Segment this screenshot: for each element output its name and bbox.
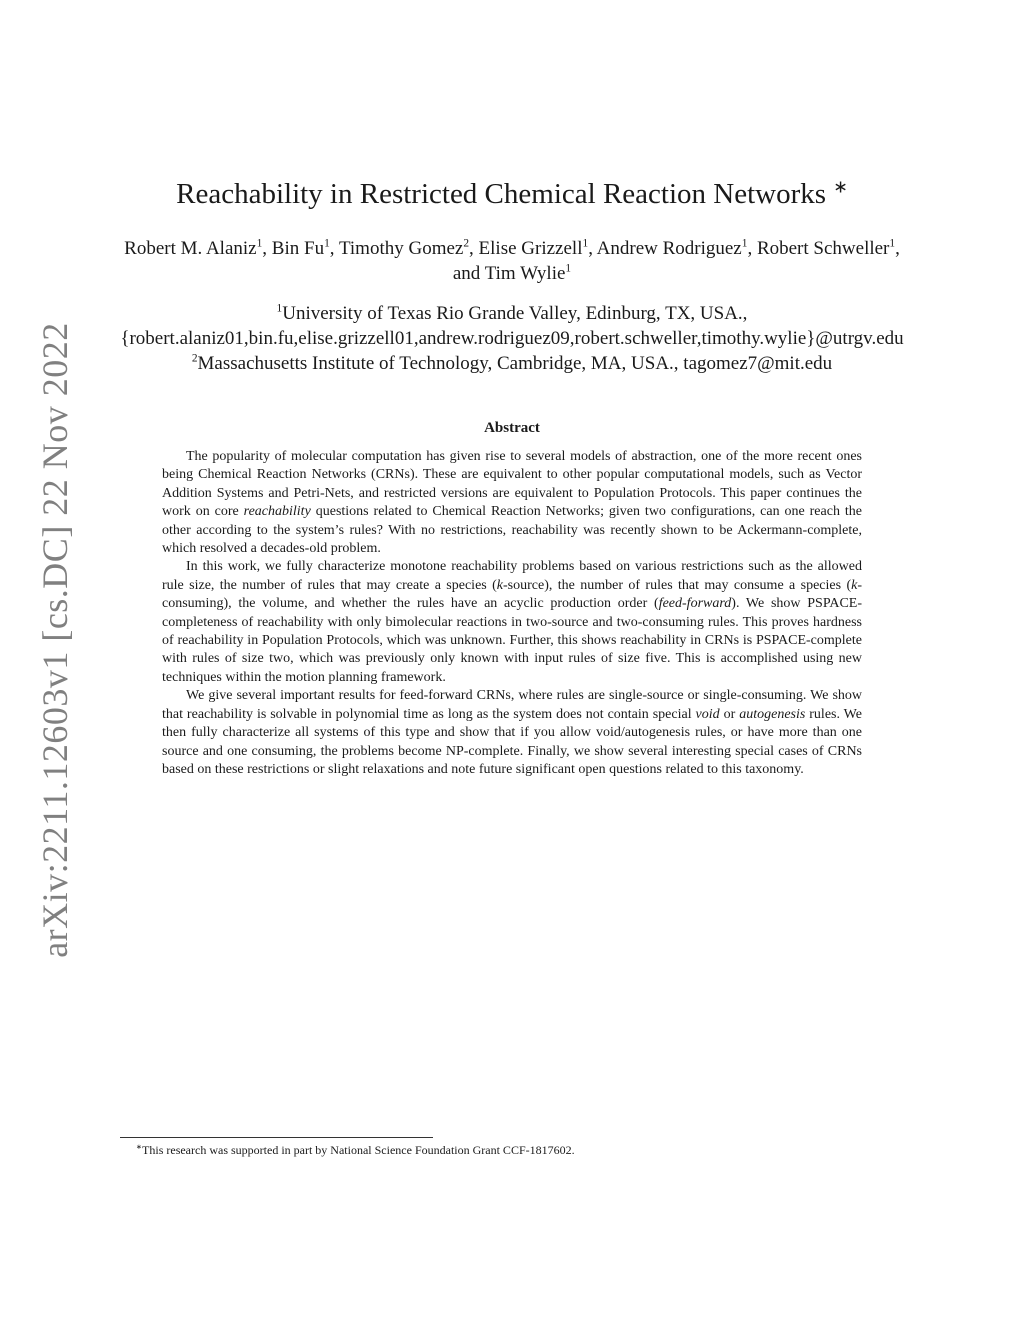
- abstract-text: -consuming), the volume, and whether the rules have an acyclic production order (: [162, 577, 862, 612]
- author-affiliation-marker: 1: [324, 237, 330, 250]
- abstract-emphasis: void: [695, 706, 720, 722]
- abstract-text: questions related to Chemical Reaction Networks; given two configurations, can one reach the other according to the system’s rules? With no restrictions, reachability was recently shown to be Ackermann-complete, which resolved a decades-old problem.: [162, 504, 862, 557]
- author-name: Robert M. Alaniz: [124, 238, 257, 259]
- footnote-rule: [120, 1137, 433, 1138]
- author-name: Timothy Gomez: [338, 238, 464, 259]
- author-name: Bin Fu: [271, 238, 325, 259]
- abstract-text: rules. We then fully characterize all systems of this type and show that if you allow void/autogenesis rules, or have more than one source and one consuming, the problems become NP-complete. Finally, we show several interesting special cases of CRNs based on these restrictions or slight relaxations and note future significant open questions related to this taxonomy.: [162, 706, 862, 777]
- title-footnote-marker: ∗: [833, 176, 848, 197]
- abstract-emphasis: autogenesis: [739, 706, 806, 722]
- affiliation-2: [0, 351, 1024, 376]
- paper-title: [0, 178, 1024, 211]
- affiliations: [0, 301, 1024, 376]
- affiliation-marker: 1: [276, 302, 283, 315]
- author-name: Andrew Rodriguez: [596, 238, 742, 259]
- author-affiliation-marker: 2: [463, 237, 470, 250]
- footnote-text: This research was supported in part by National Science Foundation Grant CCF-1817602.: [142, 1143, 575, 1157]
- author-name: Elise Grizzell: [478, 238, 583, 259]
- abstract-emphasis: k: [496, 577, 504, 593]
- abstract-text: In this work, we fully characterize monotone reachability problems based on various restrictions such as the allowed rule size, the number of rules that may create a species (: [162, 559, 862, 593]
- author-name: and Tim Wylie: [452, 263, 566, 284]
- author-affiliation-marker: 1: [889, 237, 896, 250]
- abstract-text: -source), the number of rules that may consume a species (: [503, 577, 852, 593]
- author-name: Robert Schweller: [756, 238, 890, 259]
- affiliation-1-emails: {robert.alaniz01,bin.fu,elise.grizzell01,andrew.rodriguez09,robert.schweller,timothy.wylie}@utrgv.edu: [120, 328, 904, 349]
- author-affiliation-marker: 1: [582, 237, 589, 250]
- abstract-emphasis: reachability: [243, 504, 311, 520]
- affiliation-marker: 2: [191, 352, 198, 365]
- author-list: Robert M. Alaniz$^1$, Bin Fu$^1$, Timothy Gomez$^2$, Elise Grizzell$^1$, Andrew Rodriguez$^1$, Robert Schweller$^1$, and Tim Wylie$^1$: [124, 237, 900, 284]
- abstract-text: We give several important results for feed-forward CRNs, where rules are single-source or single-consuming. We show that reachability is solvable in polynomial time as long as the system does not contain special: [162, 688, 862, 722]
- abstract-text: The popularity of molecular computation has given rise to several models of abstraction, one of the more recent ones being Chemical Reaction Networks (CRNs). These are equivalent to other popular computational models, such as Vector Addition Systems and Petri-Nets, and restricted versions are equivalent to Population Protocols. This paper continues the work on core: [162, 449, 862, 520]
- abstract-emphasis: k: [851, 577, 858, 593]
- abstract-heading: Abstract: [484, 420, 540, 436]
- affiliation-text: Massachusetts Institute of Technology, Cambridge, MA, USA., tagomez7@mit.edu: [197, 353, 833, 374]
- title-text: Reachability in Restricted Chemical Reaction Networks: [176, 178, 827, 210]
- abstract-paragraph: [162, 558, 862, 687]
- author-affiliation-marker: 1: [741, 237, 748, 250]
- abstract-paragraph: [162, 687, 862, 779]
- author-affiliation-marker: 1: [565, 262, 572, 275]
- affiliation-text: University of Texas Rio Grande Valley, Edinburg, TX, USA.,: [282, 303, 748, 324]
- arxiv-identifier-stamp: arXiv:2211.12603v1 [cs.DC] 22 Nov 2022: [35, 322, 75, 958]
- abstract-text: ). We show PSPACE-completeness of reachability with only bimolecular reactions in two-source and two-consuming rules. This proves hardness of reachability in Population Protocols, which was unknown. Further, this shows reachability in CRNs is PSPACE-complete with rules of size two, which was previously only known with input rules of size five. This is accomplished using new techniques within the motion planning framework.: [162, 596, 862, 685]
- abstract-body: [162, 448, 862, 779]
- footnote-marker: ∗: [136, 1143, 143, 1151]
- abstract-text: or: [719, 706, 740, 722]
- footnote: [136, 1143, 916, 1158]
- author-affiliation-marker: 1: [256, 237, 263, 250]
- abstract-emphasis: feed-forward: [658, 596, 732, 612]
- abstract-paragraph: [162, 448, 862, 558]
- affiliation-1: [0, 301, 1024, 326]
